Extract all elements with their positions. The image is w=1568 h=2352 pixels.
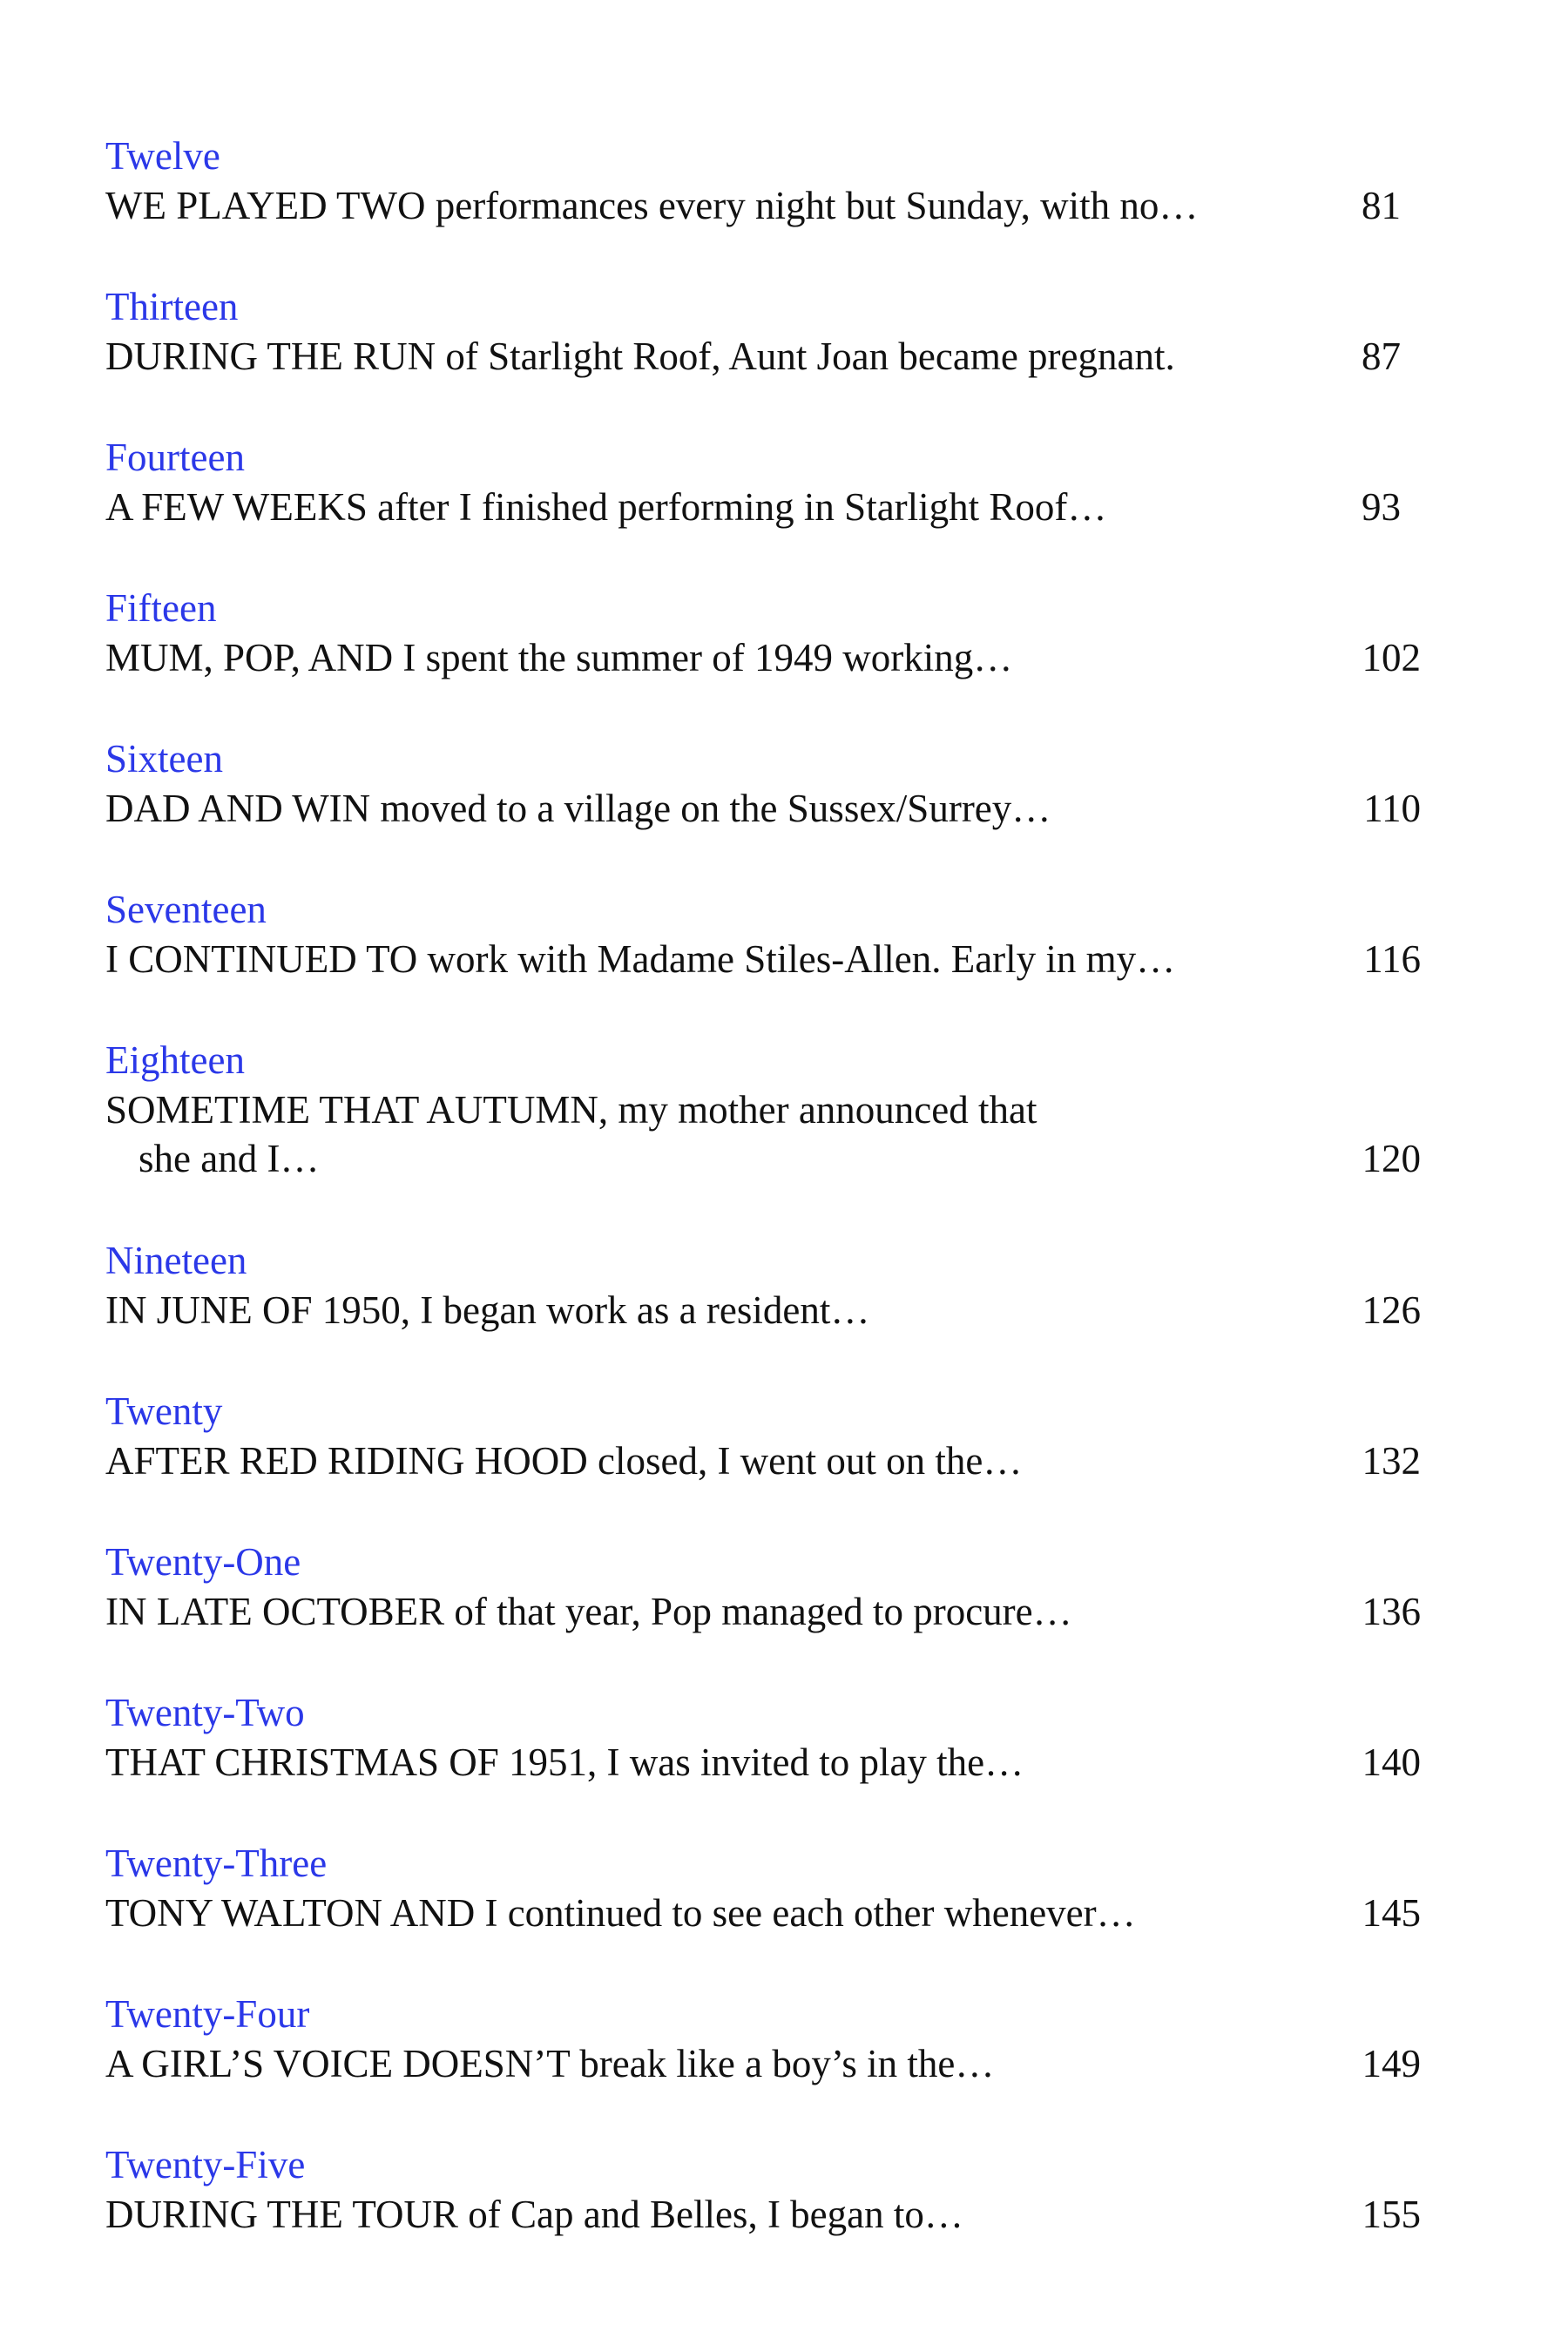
page-number: 87: [1362, 335, 1401, 378]
chapter-link-eighteen[interactable]: Eighteen: [105, 1038, 245, 1082]
chapter-link-seventeen[interactable]: Seventeen: [105, 888, 267, 931]
toc-entry-sixteen: [105, 735, 1421, 886]
toc-entry-twenty-one: [105, 1538, 1421, 1689]
toc-entry-seventeen: [105, 886, 1421, 1037]
chapter-excerpt: [105, 1085, 1037, 1183]
toc-entry-twelve: [105, 132, 1421, 283]
toc-entry-thirteen: [105, 283, 1421, 434]
chapter-link-twenty-three[interactable]: Twenty-Three: [105, 1842, 328, 1885]
chapter-link-twenty-five[interactable]: Twenty-Five: [105, 2143, 306, 2186]
page-number: 132: [1362, 1439, 1421, 1483]
page-number: 93: [1362, 485, 1401, 529]
toc-entry-twenty-two: [105, 1689, 1421, 1840]
chapter-excerpt-continuation: she and I…: [139, 1137, 320, 1180]
chapter-excerpt: A FEW WEEKS after I finished performing in Starlight Roof…: [105, 485, 1107, 529]
chapter-excerpt: DAD AND WIN moved to a village on the Sussex/Surrey…: [105, 787, 1051, 830]
chapter-excerpt: DURING THE TOUR of Cap and Belles, I began to…: [105, 2193, 963, 2236]
chapter-excerpt: AFTER RED RIDING HOOD closed, I went out on the…: [105, 1439, 1023, 1483]
page-number: 136: [1362, 1590, 1421, 1633]
page-number: 81: [1362, 184, 1401, 227]
chapter-excerpt: MUM, POP, AND I spent the summer of 1949 working…: [105, 636, 1013, 679]
toc-entry-twenty: [105, 1388, 1421, 1538]
chapter-excerpt: TONY WALTON AND I continued to see each other whenever…: [105, 1891, 1136, 1935]
toc-entry-twenty-four: [105, 1990, 1421, 2141]
chapter-link-twenty-one[interactable]: Twenty-One: [105, 1540, 301, 1584]
chapter-link-sixteen[interactable]: Sixteen: [105, 737, 223, 781]
page-number: 116: [1363, 937, 1421, 981]
toc-entry-twenty-three: [105, 1840, 1421, 1990]
chapter-link-fifteen[interactable]: Fifteen: [105, 586, 217, 630]
chapter-excerpt: WE PLAYED TWO performances every night but Sunday, with no…: [105, 184, 1199, 227]
toc-entry-fourteen: [105, 434, 1421, 585]
chapter-excerpt: DURING THE RUN of Starlight Roof, Aunt Joan became pregnant.: [105, 335, 1175, 378]
chapter-excerpt: I CONTINUED TO work with Madame Stiles-Allen. Early in my…: [105, 937, 1176, 981]
chapter-excerpt: A GIRL’S VOICE DOESN’T break like a boy’s in the…: [105, 2042, 995, 2085]
toc-entry-eighteen: [105, 1037, 1421, 1237]
chapter-link-twenty-four[interactable]: Twenty-Four: [105, 1992, 310, 2036]
chapter-link-twenty-two[interactable]: Twenty-Two: [105, 1691, 305, 1734]
page-number: 145: [1362, 1891, 1421, 1935]
chapter-link-thirteen[interactable]: Thirteen: [105, 285, 239, 328]
chapter-link-twenty[interactable]: Twenty: [105, 1389, 223, 1433]
toc-entry-fifteen: [105, 585, 1421, 735]
chapter-excerpt: IN JUNE OF 1950, I began work as a resident…: [105, 1288, 870, 1332]
chapter-excerpt: THAT CHRISTMAS OF 1951, I was invited to play the…: [105, 1740, 1024, 1784]
page-number: 155: [1362, 2193, 1421, 2236]
page-number: 102: [1362, 636, 1421, 679]
chapter-link-twelve[interactable]: Twelve: [105, 134, 220, 178]
table-of-contents: [105, 132, 1421, 2292]
page-number: 140: [1362, 1740, 1421, 1784]
chapter-link-nineteen[interactable]: Nineteen: [105, 1239, 247, 1282]
chapter-link-fourteen[interactable]: Fourteen: [105, 436, 245, 479]
chapter-excerpt-line: SOMETIME THAT AUTUMN, my mother announced that: [105, 1088, 1037, 1132]
toc-entry-twenty-five: [105, 2141, 1421, 2292]
toc-entry-nineteen: [105, 1237, 1421, 1388]
page-number: 120: [1362, 1137, 1421, 1180]
page-number: 110: [1363, 787, 1421, 830]
chapter-excerpt: IN LATE OCTOBER of that year, Pop managed to procure…: [105, 1590, 1072, 1633]
page-number: 149: [1362, 2042, 1421, 2085]
page-number: 126: [1362, 1288, 1421, 1332]
